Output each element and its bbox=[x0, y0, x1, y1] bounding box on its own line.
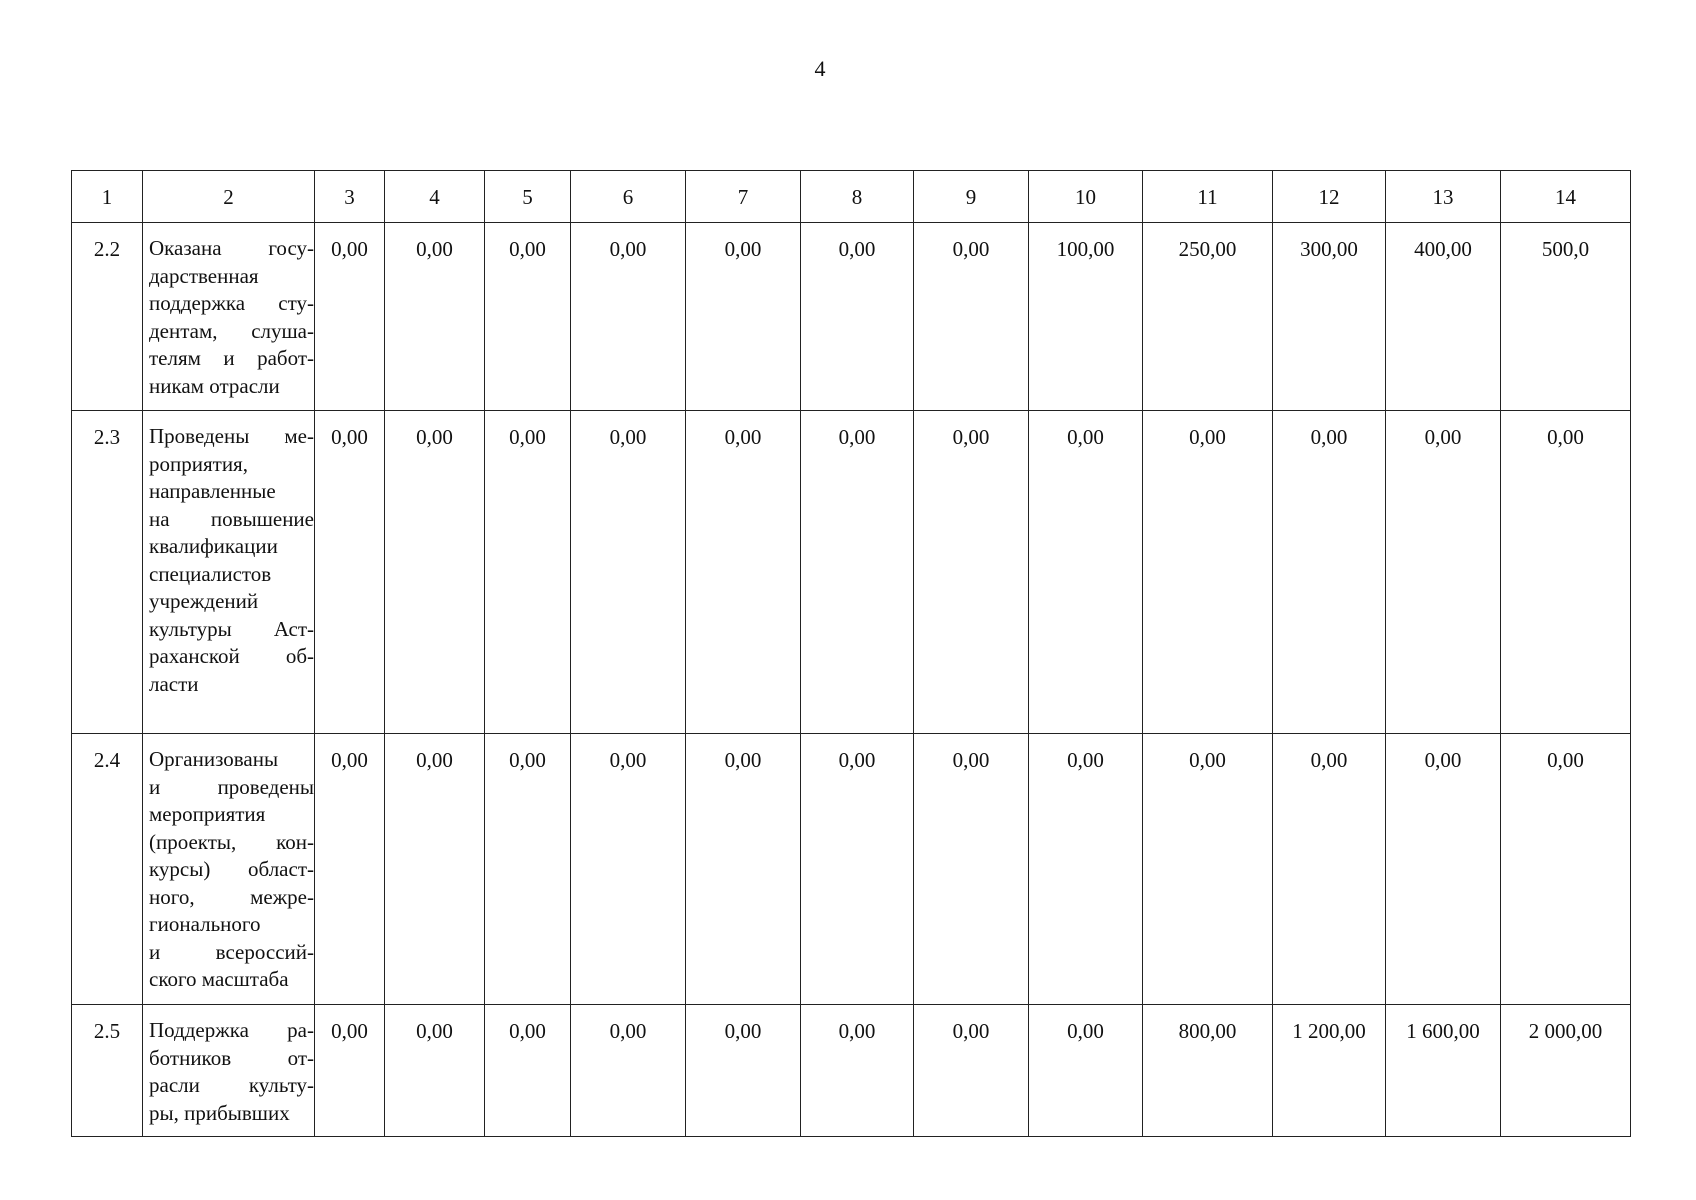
description-line: специалистов bbox=[149, 561, 272, 586]
table-row bbox=[72, 1005, 1631, 1137]
value-cell: 0,00 bbox=[801, 1005, 914, 1137]
column-header: 13 bbox=[1386, 171, 1501, 223]
table-row bbox=[72, 223, 1631, 411]
column-header: 7 bbox=[686, 171, 801, 223]
value-cell: 0,00 bbox=[1143, 734, 1273, 1005]
table-row bbox=[72, 411, 1631, 734]
column-header: 8 bbox=[801, 171, 914, 223]
description-line: ласти bbox=[149, 671, 199, 696]
value-cell: 0,00 bbox=[1143, 411, 1273, 734]
value-cell: 1 200,00 bbox=[1273, 1005, 1386, 1137]
value-cell: 0,00 bbox=[686, 1005, 801, 1137]
description-line: дентам, слуша- bbox=[149, 318, 314, 343]
description-line: ного, межре- bbox=[149, 884, 314, 909]
column-header: 3 bbox=[315, 171, 385, 223]
value-cell: 0,00 bbox=[1029, 411, 1143, 734]
table-row bbox=[72, 734, 1631, 1005]
value-cell: 0,00 bbox=[686, 223, 801, 411]
row-number: 2.2 bbox=[72, 223, 143, 411]
column-header: 9 bbox=[914, 171, 1029, 223]
column-header: 2 bbox=[143, 171, 315, 223]
header-row bbox=[72, 171, 1631, 223]
indicators-table bbox=[71, 170, 1631, 1137]
page-number: 4 bbox=[814, 56, 826, 81]
value-cell: 0,00 bbox=[385, 411, 485, 734]
value-cell: 0,00 bbox=[914, 1005, 1029, 1137]
value-cell: 0,00 bbox=[1029, 1005, 1143, 1137]
description-line: раханской об- bbox=[149, 644, 314, 668]
description-line: Проведены ме- bbox=[149, 424, 314, 448]
row-number: 2.5 bbox=[72, 1005, 143, 1137]
column-header: 1 bbox=[72, 171, 143, 223]
description-line: курсы) област- bbox=[149, 857, 314, 881]
description-line: (проекты, кон- bbox=[149, 829, 314, 854]
value-cell: 800,00 bbox=[1143, 1005, 1273, 1137]
value-cell: 500,0 bbox=[1501, 223, 1631, 411]
description-line: ского масштаба bbox=[149, 967, 289, 991]
column-header: 11 bbox=[1143, 171, 1273, 223]
table-body bbox=[72, 223, 1631, 1137]
column-header: 14 bbox=[1501, 171, 1631, 223]
value-cell: 0,00 bbox=[1386, 734, 1501, 1005]
description-line: дарственная bbox=[149, 263, 259, 288]
description-line: квалификации bbox=[149, 534, 278, 558]
description-line: телям и работ- bbox=[149, 346, 314, 370]
description-line: ры, прибывших bbox=[149, 1100, 290, 1125]
value-cell: 1 600,00 bbox=[1386, 1005, 1501, 1137]
description-line: Организованы bbox=[149, 747, 279, 771]
column-header: 10 bbox=[1029, 171, 1143, 223]
value-cell: 0,00 bbox=[1386, 411, 1501, 734]
row-description bbox=[143, 734, 315, 1005]
description-line: роприятия, bbox=[149, 451, 248, 476]
value-cell: 0,00 bbox=[914, 223, 1029, 411]
row-number: 2.4 bbox=[72, 734, 143, 1005]
value-cell: 0,00 bbox=[315, 411, 385, 734]
value-cell: 0,00 bbox=[686, 411, 801, 734]
description-line: учреждений bbox=[149, 589, 259, 613]
description-line: культуры Аст- bbox=[149, 616, 314, 641]
value-cell: 0,00 bbox=[914, 734, 1029, 1005]
column-header: 6 bbox=[571, 171, 686, 223]
value-cell: 0,00 bbox=[485, 411, 571, 734]
value-cell: 0,00 bbox=[315, 223, 385, 411]
description-line: никам отрасли bbox=[149, 373, 280, 398]
value-cell: 0,00 bbox=[571, 734, 686, 1005]
value-cell: 0,00 bbox=[1273, 734, 1386, 1005]
value-cell: 0,00 bbox=[1029, 734, 1143, 1005]
description-line: расли культу- bbox=[149, 1073, 314, 1097]
value-cell: 250,00 bbox=[1143, 223, 1273, 411]
row-description bbox=[143, 223, 315, 411]
value-cell: 300,00 bbox=[1273, 223, 1386, 411]
column-header: 12 bbox=[1273, 171, 1386, 223]
column-header: 5 bbox=[485, 171, 571, 223]
value-cell: 0,00 bbox=[571, 1005, 686, 1137]
value-cell: 0,00 bbox=[914, 411, 1029, 734]
description-line: поддержка сту- bbox=[149, 291, 314, 315]
description-line: Оказана госу- bbox=[149, 236, 314, 260]
value-cell: 0,00 bbox=[385, 734, 485, 1005]
value-cell: 0,00 bbox=[485, 734, 571, 1005]
value-cell: 0,00 bbox=[686, 734, 801, 1005]
value-cell: 0,00 bbox=[571, 411, 686, 734]
value-cell: 0,00 bbox=[801, 223, 914, 411]
value-cell: 0,00 bbox=[1501, 411, 1631, 734]
description-line: гионального bbox=[149, 912, 261, 936]
description-line: на повышение bbox=[149, 506, 314, 531]
description-line: ботников от- bbox=[149, 1045, 314, 1070]
column-header: 4 bbox=[385, 171, 485, 223]
value-cell: 100,00 bbox=[1029, 223, 1143, 411]
description-line: Поддержка ра- bbox=[149, 1018, 314, 1042]
value-cell: 0,00 bbox=[315, 1005, 385, 1137]
value-cell: 0,00 bbox=[1273, 411, 1386, 734]
description-line: мероприятия bbox=[149, 802, 266, 826]
description-line: и проведены bbox=[149, 774, 314, 799]
value-cell: 0,00 bbox=[801, 734, 914, 1005]
description-line: и всероссий- bbox=[149, 939, 314, 964]
value-cell: 0,00 bbox=[385, 223, 485, 411]
row-number: 2.3 bbox=[72, 411, 143, 734]
value-cell: 0,00 bbox=[315, 734, 385, 1005]
value-cell: 0,00 bbox=[801, 411, 914, 734]
value-cell: 0,00 bbox=[485, 223, 571, 411]
value-cell: 400,00 bbox=[1386, 223, 1501, 411]
row-description bbox=[143, 411, 315, 734]
value-cell: 2 000,00 bbox=[1501, 1005, 1631, 1137]
row-description bbox=[143, 1005, 315, 1137]
table-header bbox=[72, 171, 1631, 223]
value-cell: 0,00 bbox=[485, 1005, 571, 1137]
value-cell: 0,00 bbox=[1501, 734, 1631, 1005]
description-line: направленные bbox=[149, 479, 276, 503]
value-cell: 0,00 bbox=[571, 223, 686, 411]
value-cell: 0,00 bbox=[385, 1005, 485, 1137]
